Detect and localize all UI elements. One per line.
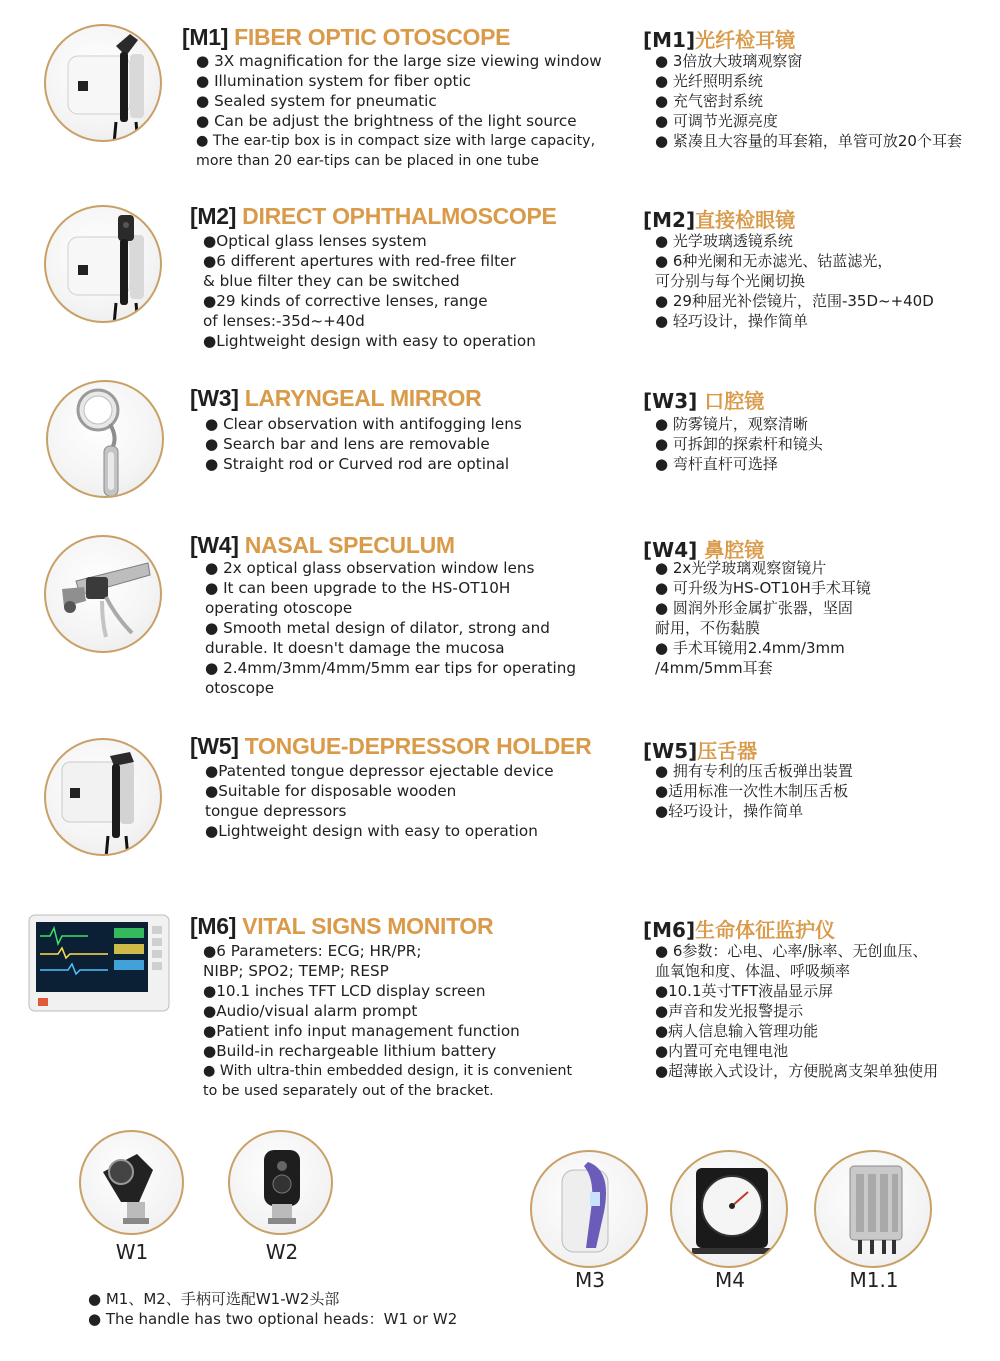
m2-en-bullets [203, 231, 536, 351]
list-item: ● 可拆卸的探索杆和镜头 [655, 435, 823, 453]
list-item: ● 可升级为HS-OT10H手术耳镜 [655, 579, 871, 597]
list-item: ● 防雾镜片，观察清晰 [655, 415, 808, 433]
m1-zh-bullets [655, 51, 962, 151]
list-item: ●Audio/visual alarm prompt [203, 1002, 418, 1020]
m1-zh-title: [M1]光纤检耳镜 [643, 28, 796, 52]
m6-zh-bullets [655, 941, 938, 1081]
w4-zh-title: [W4] 鼻腔镜 [643, 538, 765, 562]
laryngeal-mirror-image [46, 380, 164, 498]
list-item: tongue depressors [205, 802, 347, 820]
list-item: ● 拥有专利的压舌板弹出装置 [655, 762, 853, 780]
list-item: ●Patient info input management function [203, 1022, 520, 1040]
list-item: ● Sealed system for pneumatic [196, 92, 437, 110]
w5-zh-title: [W5]压舌器 [643, 739, 758, 763]
list-item: ● Straight rod or Curved rod are optinal [205, 455, 510, 473]
list-item: ● Smooth metal design of dilator, strong and [205, 619, 550, 637]
otoscope-wall-unit-image [44, 24, 162, 142]
w3-zh-title: [W3] 口腔镜 [643, 389, 765, 413]
gallery-label-m4: M4 [715, 1268, 745, 1292]
list-item: ●Suitable for disposable wooden [205, 782, 457, 800]
list-item: ● Clear observation with antifogging lens [205, 415, 522, 433]
list-item: 可分别与每个光阑切换 [655, 272, 806, 290]
list-item: ● 3倍放大玻璃观察窗 [655, 52, 803, 70]
m2-en-title: [M2] DIRECT OPHTHALMOSCOPE [190, 203, 557, 229]
footnote-zh: ● M1、M2、手柄可选配W1-W2头部 [88, 1290, 340, 1308]
list-item: & blue filter they can be switched [203, 272, 460, 290]
list-item: ● Illumination system for fiber optic [196, 72, 472, 90]
m6-en-bullets [203, 941, 572, 1101]
list-item: ●29 kinds of corrective lenses, range [203, 292, 488, 310]
w5-en-bullets [205, 761, 554, 841]
m1-en-title: [M1] FIBER OPTIC OTOSCOPE [182, 24, 511, 50]
list-item: ●病人信息输入管理功能 [655, 1022, 819, 1040]
list-item: to be used separately out of the bracket. [203, 1083, 494, 1099]
list-item: ● 2x光学玻璃观察窗镜片 [655, 559, 827, 577]
w4-en-bullets [205, 558, 576, 698]
ophthalmoscope-wall-unit-image [44, 205, 162, 323]
list-item: ● Search bar and lens are removable [205, 435, 490, 453]
w4-en-title: [W4] NASAL SPECULUM [190, 532, 455, 558]
list-item: ● 2.4mm/3mm/4mm/5mm ear tips for operating [205, 659, 577, 677]
gallery-label-m3: M3 [575, 1268, 605, 1292]
list-item: ●适用标准一次性木制压舌板 [655, 782, 849, 800]
vital-signs-monitor-image [28, 914, 170, 1012]
list-item: durable. It doesn't damage the mucosa [205, 639, 505, 657]
gallery-label-w2: W2 [265, 1240, 299, 1264]
footnote-en: ● The handle has two optional heads：W1 or W2 [88, 1310, 458, 1328]
list-item: 血氧饱和度、体温、呼吸频率 [655, 962, 851, 980]
list-item: ● With ultra-thin embedded design, it is convenient [203, 1063, 573, 1079]
m6-zh-title: [M6]生命体征监护仪 [643, 918, 836, 942]
list-item: more than 20 ear-tips can be placed in one tube [196, 153, 540, 169]
list-item: otoscope [205, 679, 275, 697]
list-item: ●声音和发光报警提示 [655, 1002, 804, 1020]
list-item: ● 3X magnification for the large size viewing window [196, 52, 602, 70]
list-item: ● 圆润外形金属扩张器，坚固 [655, 599, 853, 617]
tongue-depressor-holder-image [44, 738, 162, 856]
list-item: 耐用，不伤黏膜 [655, 619, 761, 637]
m6-en-title: [M6] VITAL SIGNS MONITOR [190, 913, 494, 939]
list-item: ● 轻巧设计，操作简单 [655, 312, 808, 330]
w3-en-title: [W3] LARYNGEAL MIRROR [190, 385, 482, 411]
list-item: ● 弯杆直杆可选择 [655, 455, 778, 473]
list-item: ●Patented tongue depressor ejectable device [205, 762, 554, 780]
m2-zh-title: [M2]直接检眼镜 [643, 208, 796, 232]
w5-zh-bullets [655, 761, 853, 821]
list-item: ● 6种光阑和无赤滤光、钴蓝滤光， [655, 252, 893, 270]
list-item: ● 充气密封系统 [655, 92, 763, 110]
list-item: ●Lightweight design with easy to operation [205, 822, 538, 840]
ophthalmoscope-head-icon [228, 1130, 333, 1235]
gallery-label-m1-1: M1.1 [849, 1268, 899, 1292]
list-item: ● 光学玻璃透镜系统 [655, 232, 793, 250]
list-item: operating otoscope [205, 599, 353, 617]
list-item: ●Lightweight design with easy to operation [203, 332, 536, 350]
list-item: ●10.1英寸TFT液晶显示屏 [655, 982, 834, 1000]
thermometer-icon [530, 1150, 648, 1268]
list-item: ● 2x optical glass observation window lens [205, 559, 535, 577]
list-item: ● 6参数：心电、心率/脉率、无创血压、 [655, 942, 928, 960]
list-item: ●Optical glass lenses system [203, 232, 427, 250]
list-item: ●轻巧设计，操作简单 [655, 802, 804, 820]
list-item: ●Build-in rechargeable lithium battery [203, 1042, 497, 1060]
list-item: ●6 Parameters: ECG; HR/PR; [203, 942, 422, 960]
list-item: of lenses:-35d~+40d [203, 312, 365, 330]
list-item: ● 光纤照明系统 [655, 72, 763, 90]
list-item: ● 手术耳镜用2.4mm/3mm [655, 639, 845, 657]
list-item: ●6 different apertures with red-free filter [203, 252, 516, 270]
ear-tip-box-icon [814, 1150, 932, 1268]
gallery-label-w1: W1 [115, 1240, 149, 1264]
list-item: ●超薄嵌入式设计，方便脱离支架单独使用 [655, 1062, 939, 1080]
w3-en-bullets [205, 414, 522, 474]
list-item: /4mm/5mm耳套 [655, 659, 773, 677]
list-item: ● 29种屈光补偿镜片，范围-35D~+40D [655, 292, 934, 310]
list-item: NIBP; SPO2; TEMP; RESP [203, 962, 389, 980]
m2-zh-bullets [655, 231, 934, 331]
list-item: ● It can been upgrade to the HS-OT10H [205, 579, 511, 597]
w3-zh-bullets [655, 414, 823, 474]
w5-en-title: [W5] TONGUE-DEPRESSOR HOLDER [190, 733, 592, 759]
aneroid-gauge-icon [670, 1150, 788, 1268]
list-item: ● 可调节光源亮度 [655, 112, 778, 130]
list-item: ●10.1 inches TFT LCD display screen [203, 982, 486, 1000]
list-item: ●内置可充电锂电池 [655, 1042, 789, 1060]
list-item: ● 紧凑且大容量的耳套箱，单管可放20个耳套 [655, 132, 962, 150]
m1-en-bullets [196, 51, 602, 171]
nasal-speculum-image [44, 535, 162, 653]
w4-zh-bullets [655, 558, 871, 678]
otoscope-head-icon [79, 1130, 184, 1235]
list-item: ● The ear-tip box is in compact size with large capacity, [196, 133, 596, 149]
list-item: ● Can be adjust the brightness of the light source [196, 112, 577, 130]
